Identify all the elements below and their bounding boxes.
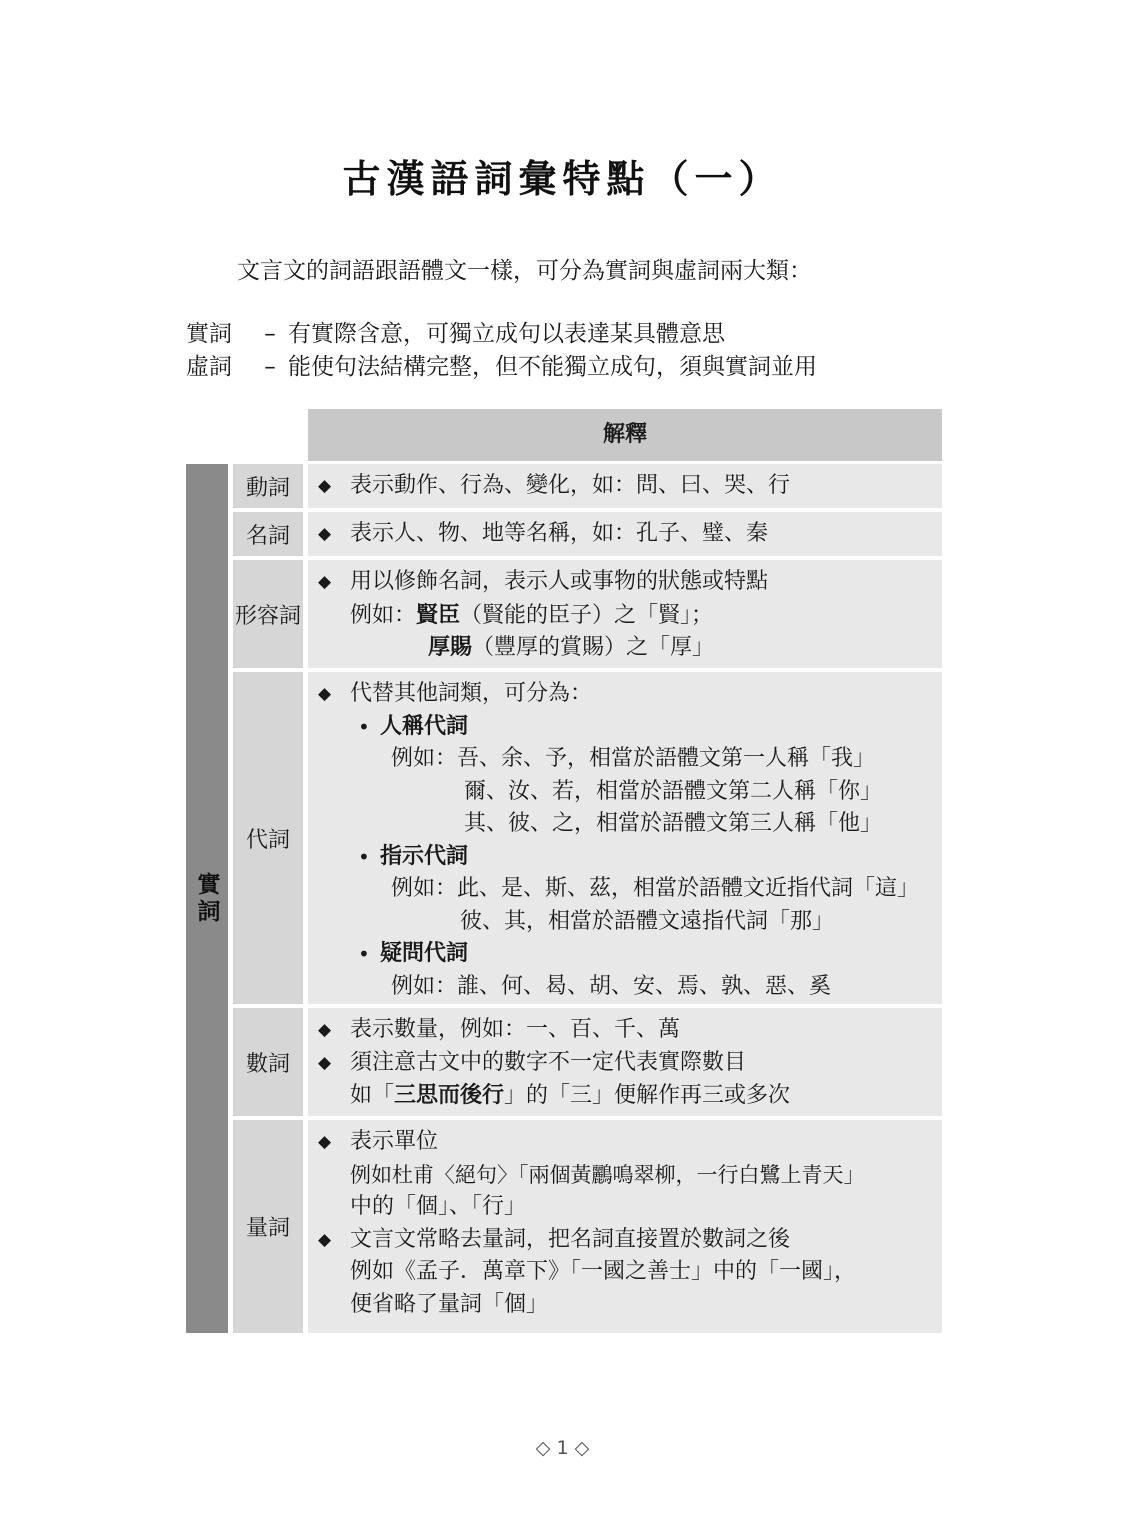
row-label-classifier: 量詞 xyxy=(233,1120,303,1333)
row-text: 須注意古文中的數字不一定代表實際數目 xyxy=(350,1049,747,1075)
page-number-value: 1 xyxy=(556,1437,569,1459)
row-text: 表示人、物、地等名稱，如：孔子、璧、秦 xyxy=(350,521,769,546)
subheading: 人稱代詞 xyxy=(380,713,469,739)
diamond-bullet-icon: ◆ xyxy=(318,572,332,592)
diamond-bullet-icon: ◆ xyxy=(318,476,332,496)
example-line: 例如：此、是、斯、茲，相當於語體文近指代詞「這」 xyxy=(391,876,920,901)
definitions xyxy=(186,318,817,384)
diamond-bullet-icon: ◆ xyxy=(318,684,332,704)
row-content-noun xyxy=(308,512,942,556)
dot-bullet-icon: • xyxy=(358,714,370,739)
row-label-verb: 動詞 xyxy=(233,464,303,508)
example-line: 例如《孟子．萬章下》「一國之善士」中的「一國」， xyxy=(350,1259,857,1284)
word-class-table xyxy=(186,409,942,1333)
definition-text: 有實際含意，可獨立成句以表達某具體意思 xyxy=(288,321,725,347)
row-label-pronoun: 代詞 xyxy=(233,672,303,1004)
diamond-bullet-icon: ◆ xyxy=(318,524,332,544)
example-line: 如「三思而後行」的「三」便解作再三或多次 xyxy=(350,1082,791,1108)
row-text: 表示數量，例如：一、百、千、萬 xyxy=(350,1017,681,1042)
definition-shici xyxy=(186,318,817,351)
row-content-numeral xyxy=(308,1008,942,1116)
definition-term: 虛詞 xyxy=(186,354,232,380)
definition-xuci xyxy=(186,351,817,384)
intro-text: 文言文的詞語跟語體文一樣，可分為實詞與虛詞兩大類： xyxy=(237,258,812,284)
row-label-noun: 名詞 xyxy=(233,512,303,556)
table-header: 解釋 xyxy=(308,409,942,461)
row-label-adjective: 形容詞 xyxy=(233,560,303,668)
row-text: 代替其他詞類，可分為： xyxy=(350,681,593,706)
example-line: 例如杜甫〈絕句〉「兩個黃鸝鳴翠柳，一行白鷺上青天」 xyxy=(350,1162,865,1187)
dash: – xyxy=(264,354,276,380)
definition-term: 實詞 xyxy=(186,321,232,347)
diamond-bullet-icon: ◆ xyxy=(318,1132,332,1152)
dash: – xyxy=(264,321,276,347)
diamond-bullet-icon: ◆ xyxy=(318,1052,332,1073)
subheading: 疑問代詞 xyxy=(380,941,469,966)
row-text: 文言文常略去量詞，把名詞直接置於數詞之後 xyxy=(350,1226,791,1252)
dot-bullet-icon: • xyxy=(358,844,370,869)
page-title: 古漢語詞彙特點（一） xyxy=(342,156,783,201)
example-line: 中的「個」、「行」 xyxy=(350,1194,527,1219)
row-label-numeral: 數詞 xyxy=(233,1008,303,1116)
example-line: 其、彼、之，相當於語體文第三人稱「他」 xyxy=(464,811,883,836)
diamond-deco-icon: ◇ xyxy=(574,1437,590,1459)
example-line: 例如：誰、何、曷、胡、安、焉、孰、惡、奚 xyxy=(391,973,832,999)
dot-bullet-icon: • xyxy=(358,942,370,966)
diamond-bullet-icon: ◆ xyxy=(318,1020,332,1040)
row-text: 表示單位 xyxy=(350,1129,439,1154)
example-line: 彼、其，相當於語體文遠指代詞「那」 xyxy=(460,908,835,934)
example-line: 厚賜（豐厚的賞賜）之「厚」 xyxy=(428,634,715,660)
example-line: 爾、汝、若，相當於語體文第二人稱「你」 xyxy=(464,778,883,804)
row-text: 用以修飾名詞，表示人或事物的狀態或特點 xyxy=(350,569,769,594)
side-category xyxy=(186,464,228,1333)
row-content-adjective xyxy=(308,560,942,668)
row-content-classifier xyxy=(308,1120,942,1333)
row-content-pronoun xyxy=(308,672,942,1004)
example-line: 例如：吾、余、予，相當於語體文第一人稱「我」 xyxy=(391,746,876,771)
example-line: 便省略了量詞「個」 xyxy=(350,1291,549,1317)
diamond-bullet-icon: ◆ xyxy=(318,1229,332,1250)
subheading: 指示代詞 xyxy=(380,843,469,869)
page-number xyxy=(0,1437,1125,1459)
side-label: 實詞 xyxy=(193,871,220,926)
example-line: 例如：賢臣（賢能的臣子）之「賢」； xyxy=(350,601,714,628)
diamond-deco-icon: ◇ xyxy=(535,1437,551,1459)
definition-text: 能使句法結構完整，但不能獨立成句，須與實詞並用 xyxy=(288,354,817,380)
row-text: 表示動作、行為、變化，如：問、曰、哭、行 xyxy=(350,473,791,498)
row-content-verb xyxy=(308,464,942,508)
